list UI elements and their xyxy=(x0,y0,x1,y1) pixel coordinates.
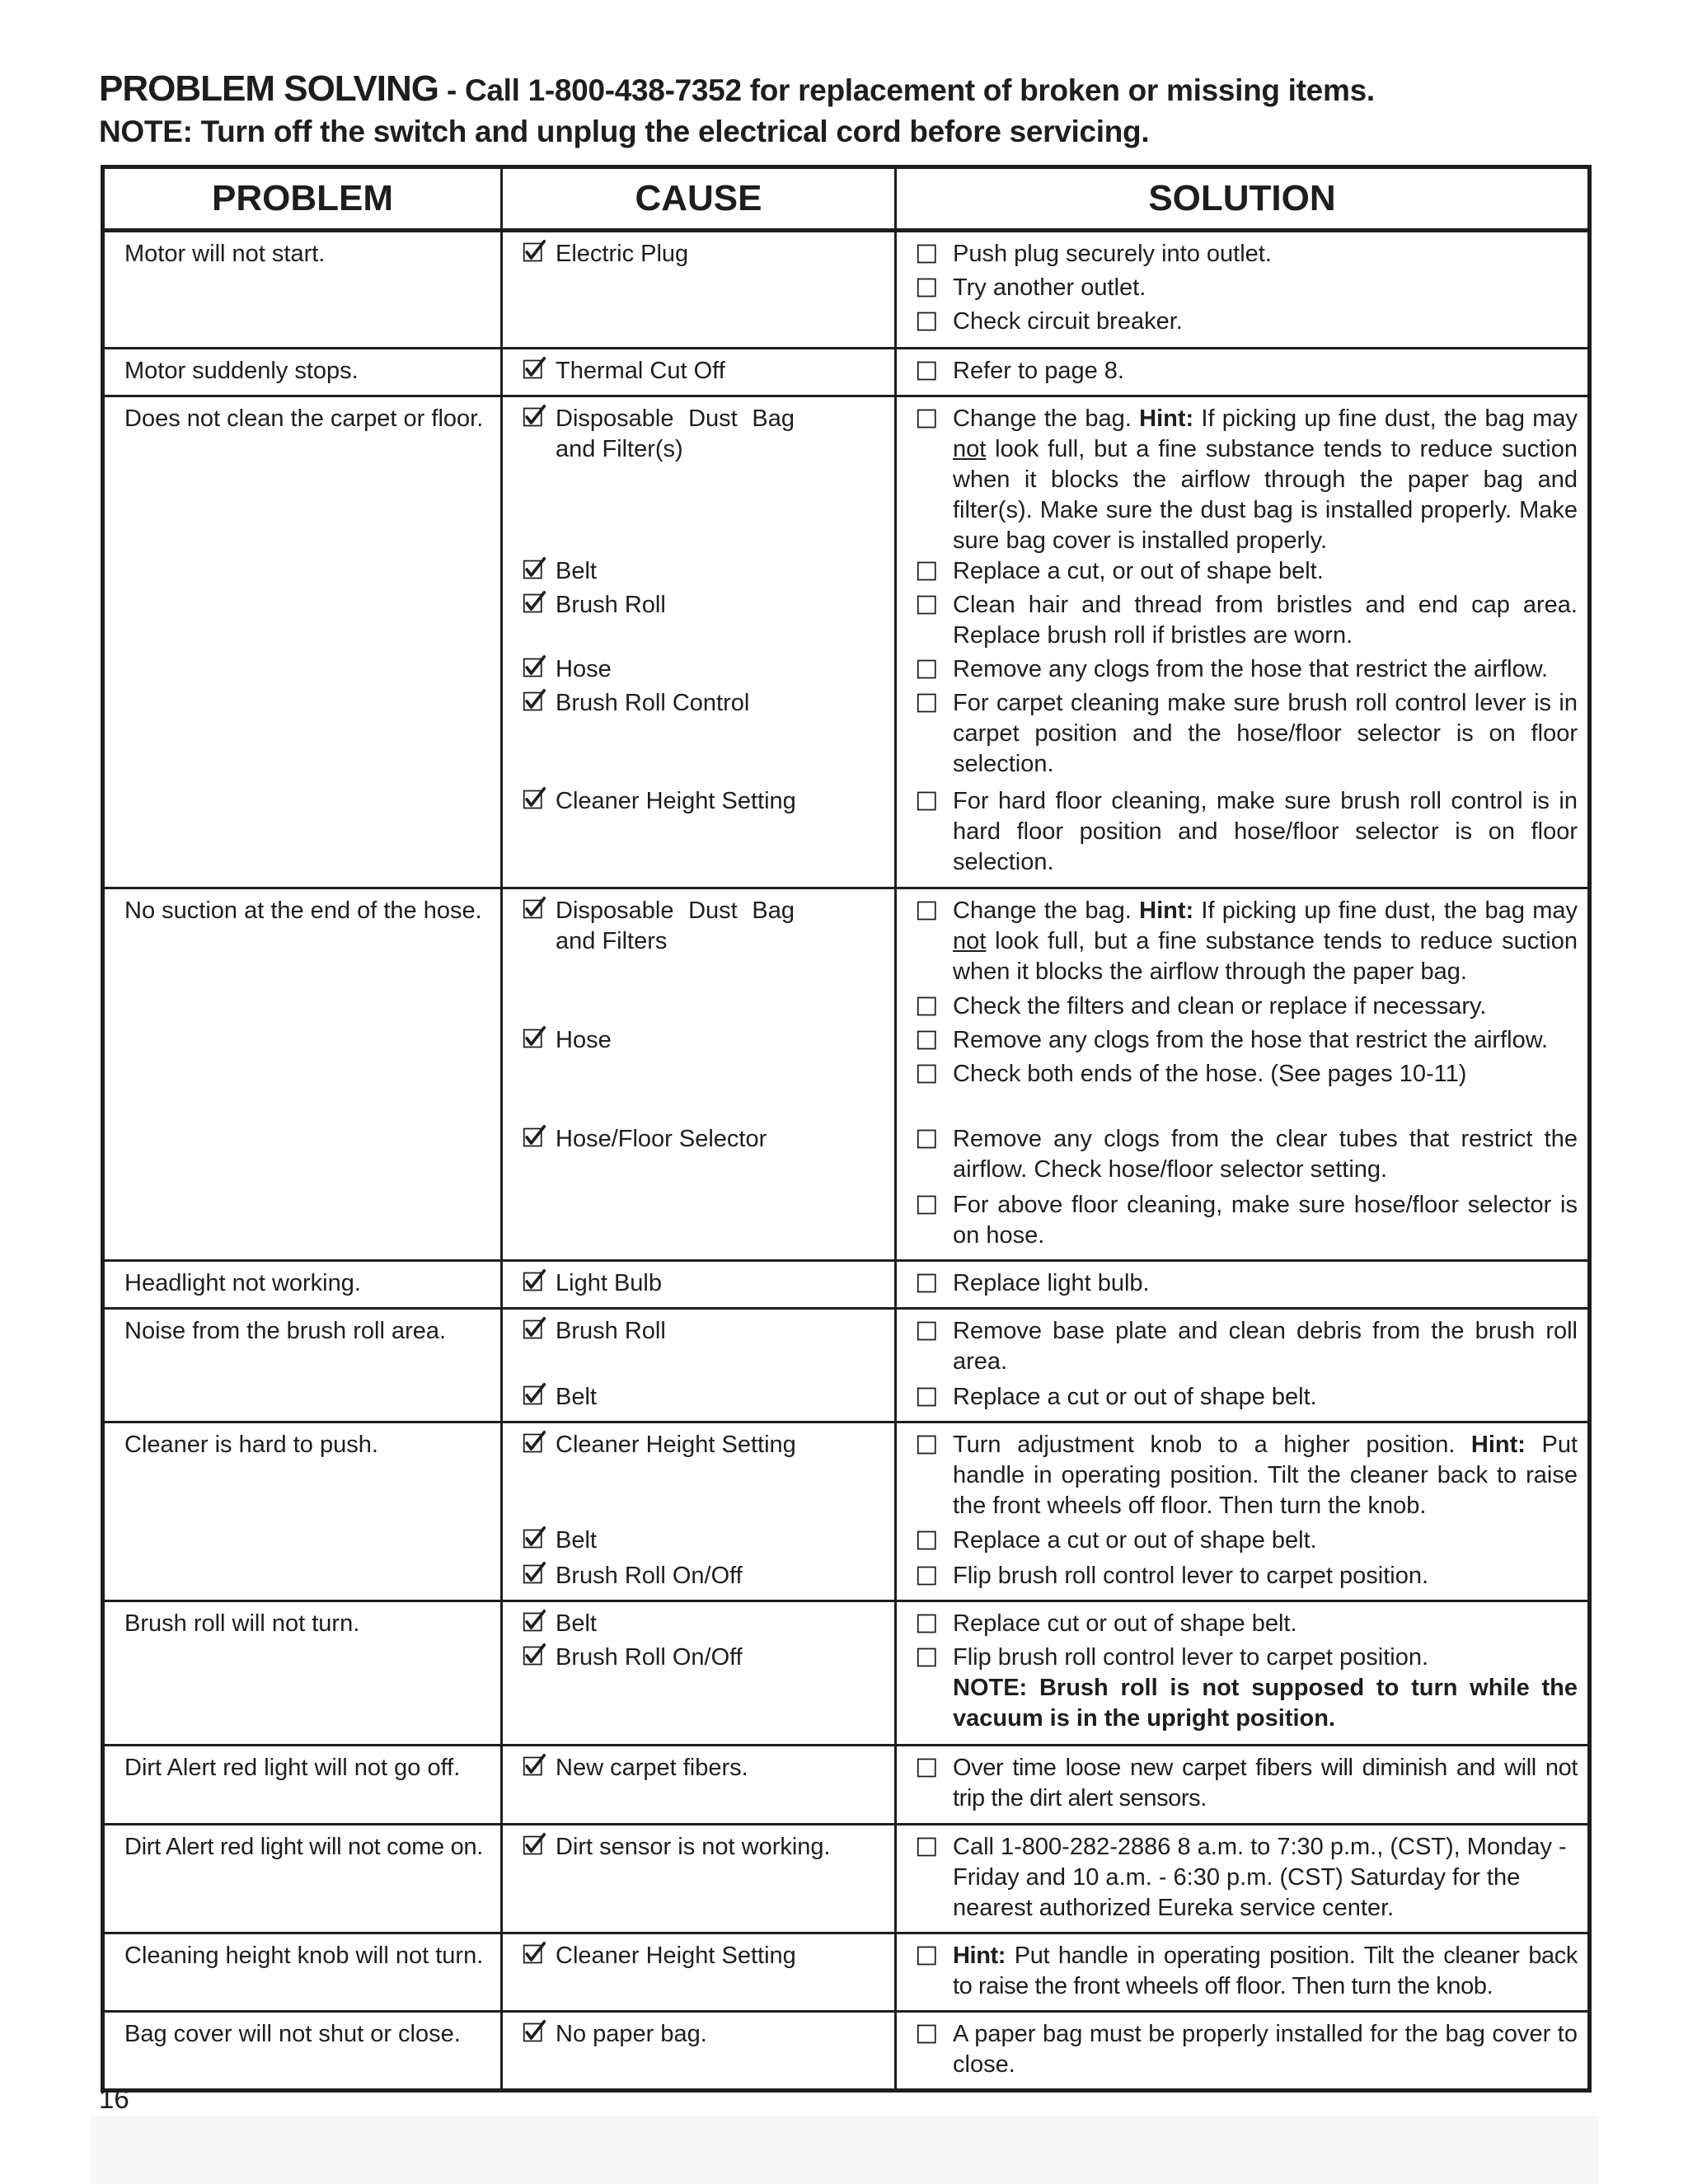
cause-item: Thermal Cut Off xyxy=(523,356,884,387)
checked-box-icon xyxy=(523,1943,546,1966)
cause-cell xyxy=(502,2012,896,2091)
cause-cell xyxy=(502,888,896,1261)
cause-cell xyxy=(502,1309,896,1422)
cause-item: Brush Roll xyxy=(523,590,884,654)
problem-cell: Bag cover will not shut or close. xyxy=(103,2012,502,2091)
solution-cell xyxy=(896,1601,1590,1746)
cause-cell xyxy=(502,231,896,349)
problem-cell: Does not clean the carpet or floor. xyxy=(103,396,502,888)
checkbox-icon[interactable] xyxy=(917,593,940,616)
solution-item: Push plug securely into outlet. xyxy=(917,239,1578,269)
solution-item: Remove any clogs from the clear tubes that restrict the airflow. Check hose/floor selector setting. xyxy=(917,1124,1578,1190)
cause-item: Electric Plug xyxy=(523,239,884,269)
table-row xyxy=(103,1309,1590,1422)
table-header-row xyxy=(103,167,1590,231)
solution-cell xyxy=(896,1422,1590,1601)
problem-cell: Motor suddenly stops. xyxy=(103,349,502,396)
cause-item: Cleaner Height Setting xyxy=(523,1430,884,1526)
cause-cell xyxy=(502,1933,896,2012)
solution-item: Replace a cut or out of shape belt. xyxy=(917,1382,1578,1413)
checked-box-icon xyxy=(523,558,546,581)
cause-cell xyxy=(502,1601,896,1746)
checkbox-icon[interactable] xyxy=(917,1433,940,1456)
problem-cell: Cleaning height knob will not turn. xyxy=(103,1933,502,2012)
cause-cell xyxy=(502,1261,896,1309)
solution-item: Over time loose new carpet fibers will diminish and will not trip the dirt alert sensors. xyxy=(917,1753,1578,1814)
table-row xyxy=(103,1261,1590,1309)
checked-box-icon xyxy=(523,1027,546,1050)
checkbox-icon[interactable] xyxy=(917,407,940,430)
cause-item: Cleaner Height Setting xyxy=(523,786,884,817)
solution-item: Check the filters and clean or replace if necessary. xyxy=(917,991,1578,1025)
service-note: NOTE: Turn off the switch and unplug the electrical cord before servicing. xyxy=(99,115,1150,148)
problem-cell: Dirt Alert red light will not come on. xyxy=(103,1825,502,1933)
problem-solving-table xyxy=(101,165,1592,2093)
solution-item: Flip brush roll control lever to carpet position. xyxy=(917,1561,1578,1591)
table-row xyxy=(103,349,1590,396)
cause-item: Dirt sensor is not working. xyxy=(523,1832,884,1863)
table-row xyxy=(103,1601,1590,1746)
checked-box-icon xyxy=(523,1755,546,1778)
checkbox-icon[interactable] xyxy=(917,1319,940,1343)
solution-cell xyxy=(896,1746,1590,1825)
solution-cell xyxy=(896,888,1590,1261)
checked-box-icon xyxy=(523,1384,546,1407)
solution-item: Turn adjustment knob to a higher position. Hint: Put handle in operating position. Tilt the cleaner back to raise the front wheels off floor. Then turn the knob. xyxy=(917,1430,1578,1526)
cause-item: New carpet fibers. xyxy=(523,1753,884,1783)
cause-item: Belt xyxy=(523,556,884,590)
solution-item: Replace light bulb. xyxy=(917,1268,1578,1299)
problem-cell: No suction at the end of the hose. xyxy=(103,888,502,1261)
solution-item: A paper bag must be properly installed for the bag cover to close. xyxy=(917,2019,1578,2080)
page-footer-band xyxy=(91,2116,1599,2184)
solution-cell xyxy=(896,1309,1590,1422)
solution-cell xyxy=(896,349,1590,396)
solution-item: Flip brush roll control lever to carpet position. NOTE: Brush roll is not supposed to turn while the vacuum is in the upright position. xyxy=(917,1643,1578,1734)
cause-cell xyxy=(502,1422,896,1601)
checkbox-icon[interactable] xyxy=(917,1385,940,1408)
solution-item: Clean hair and thread from bristles and end cap area. Replace brush roll if bristles are worn. xyxy=(917,590,1578,654)
solution-cell xyxy=(896,396,1590,888)
table-row xyxy=(103,1825,1590,1933)
checked-box-icon xyxy=(523,1270,546,1293)
solution-item: Change the bag. Hint: If picking up fine dust, the bag may not look full, but a fine substance tends to reduce suction when it blocks the airflow through the paper bag. xyxy=(917,896,1578,991)
checkbox-icon[interactable] xyxy=(917,1835,940,1858)
cause-item: Brush Roll On/Off xyxy=(523,1643,884,1673)
checkbox-icon[interactable] xyxy=(917,691,940,715)
checkbox-icon[interactable] xyxy=(917,242,940,265)
checked-box-icon xyxy=(523,1126,546,1149)
cause-item: Hose/Floor Selector xyxy=(523,1124,884,1155)
cause-item: Brush Roll On/Off xyxy=(523,1561,884,1591)
solution-item: Try another outlet. xyxy=(917,273,1578,303)
problem-cell: Cleaner is hard to push. xyxy=(103,1422,502,1601)
checked-box-icon xyxy=(523,788,546,811)
solution-item: Replace cut or out of shape belt. xyxy=(917,1609,1578,1643)
column-header-problem: PROBLEM xyxy=(103,167,502,231)
checked-box-icon xyxy=(523,1610,546,1633)
solution-item: Hint: Put handle in operating position. Tilt the cleaner back to raise the front wheels off floor. Then turn the knob. xyxy=(917,1941,1578,2002)
cause-item: Belt xyxy=(523,1526,884,1561)
checked-box-icon xyxy=(523,1563,546,1586)
checked-box-icon xyxy=(523,656,546,679)
checkbox-icon[interactable] xyxy=(917,899,940,922)
checked-box-icon xyxy=(523,1644,546,1667)
table-row xyxy=(103,888,1590,1261)
cause-item: Brush Roll xyxy=(523,1316,884,1382)
checked-box-icon xyxy=(523,1834,546,1857)
cause-item: Cleaner Height Setting xyxy=(523,1941,884,1971)
table-row xyxy=(103,2012,1590,2091)
table-row xyxy=(103,396,1590,888)
solution-item: For above floor cleaning, make sure hose/floor selector is on hose. xyxy=(917,1190,1578,1251)
solution-item: For hard floor cleaning, make sure brush roll control is in hard floor position and hose/floor selector is on floor selection. xyxy=(917,786,1578,878)
solution-item: Remove base plate and clean debris from the brush roll area. xyxy=(917,1316,1578,1382)
solution-item: For carpet cleaning make sure brush roll control lever is in carpet position and the hose/floor selector is on floor selection. xyxy=(917,688,1578,786)
problem-cell: Dirt Alert red light will not go off. xyxy=(103,1746,502,1825)
solution-cell xyxy=(896,1261,1590,1309)
checked-box-icon xyxy=(523,2021,546,2044)
problem-cell: Headlight not working. xyxy=(103,1261,502,1309)
cause-item: Hose xyxy=(523,1025,884,1124)
checked-box-icon xyxy=(523,405,546,429)
checked-box-icon xyxy=(523,1527,546,1550)
cause-item: Brush Roll Control xyxy=(523,688,884,786)
checkbox-icon[interactable] xyxy=(917,1029,940,1052)
checkbox-icon[interactable] xyxy=(917,658,940,681)
solution-item: Refer to page 8. xyxy=(917,356,1578,387)
problem-cell: Noise from the brush roll area. xyxy=(103,1309,502,1422)
cause-item: Disposable Dust Bag and Filter(s) xyxy=(523,404,884,556)
checked-box-icon xyxy=(523,898,546,921)
solution-cell xyxy=(896,2012,1590,2091)
cause-item: Hose xyxy=(523,654,884,688)
checkbox-icon[interactable] xyxy=(917,1193,940,1216)
cause-cell xyxy=(502,349,896,396)
checkbox-icon[interactable] xyxy=(917,560,940,583)
checked-box-icon xyxy=(523,358,546,381)
solution-item: Remove any clogs from the hose that restrict the airflow. xyxy=(917,654,1578,688)
cause-item: Belt xyxy=(523,1609,884,1643)
table-row xyxy=(103,1746,1590,1825)
solution-item: Remove any clogs from the hose that restrict the airflow. xyxy=(917,1025,1578,1059)
cause-item: Belt xyxy=(523,1382,884,1413)
checked-box-icon xyxy=(523,1318,546,1341)
checkbox-icon[interactable] xyxy=(917,1944,940,1967)
solution-cell xyxy=(896,231,1590,349)
cause-item: No paper bag. xyxy=(523,2019,884,2050)
checkbox-icon[interactable] xyxy=(917,1529,940,1552)
page-header xyxy=(99,68,1375,150)
solution-item: Check circuit breaker. xyxy=(917,307,1578,337)
checkbox-icon[interactable] xyxy=(917,2022,940,2046)
cause-cell xyxy=(502,396,896,888)
cause-item: Light Bulb xyxy=(523,1268,884,1299)
checkbox-icon[interactable] xyxy=(917,995,940,1018)
cause-cell xyxy=(502,1746,896,1825)
checked-box-icon xyxy=(523,241,546,264)
checkbox-icon[interactable] xyxy=(917,1127,940,1151)
table-row xyxy=(103,231,1590,349)
solution-item: Call 1-800-282-2886 8 a.m. to 7:30 p.m., (CST), Monday - Friday and 10 a.m. - 6:30 p.m. (CST) Saturday for the nearest authorized Eureka service center. xyxy=(917,1832,1578,1924)
checkbox-icon[interactable] xyxy=(917,1756,940,1779)
checked-box-icon xyxy=(523,592,546,615)
column-header-cause: CAUSE xyxy=(502,167,896,231)
checkbox-icon[interactable] xyxy=(917,1612,940,1635)
solution-item: Replace a cut, or out of shape belt. xyxy=(917,556,1578,590)
checked-box-icon xyxy=(523,690,546,713)
checkbox-icon[interactable] xyxy=(917,1272,940,1295)
checkbox-icon[interactable] xyxy=(917,1062,940,1085)
solution-cell xyxy=(896,1933,1590,2012)
column-header-solution: SOLUTION xyxy=(896,167,1590,231)
checkbox-icon[interactable] xyxy=(917,310,940,333)
problem-cell: Brush roll will not turn. xyxy=(103,1601,502,1746)
problem-cell: Motor will not start. xyxy=(103,231,502,349)
cause-item: Disposable Dust Bag and Filters xyxy=(523,896,884,1025)
solution-item: Change the bag. Hint: If picking up fine dust, the bag may not look full, but a fine substance tends to reduce suction when it blocks the airflow through the paper bag and filter(s). Make sure the dust bag is installed properly. Make sure bag cover is installed properly. xyxy=(917,404,1578,556)
checkbox-icon[interactable] xyxy=(917,276,940,299)
page-title: PROBLEM SOLVING - Call 1-800-438-7352 for replacement of broken or missing items. xyxy=(99,68,1375,109)
checkbox-icon[interactable] xyxy=(917,359,940,382)
table-row xyxy=(103,1422,1590,1601)
solution-item: Replace a cut or out of shape belt. xyxy=(917,1526,1578,1561)
table-row xyxy=(103,1933,1590,2012)
solution-item: Check both ends of the hose. (See pages 10-11) xyxy=(917,1059,1578,1124)
checked-box-icon xyxy=(523,1432,546,1455)
checkbox-icon[interactable] xyxy=(917,790,940,813)
cause-cell xyxy=(502,1825,896,1933)
checkbox-icon[interactable] xyxy=(917,1564,940,1587)
page-number: 16 xyxy=(99,2083,129,2114)
solution-cell xyxy=(896,1825,1590,1933)
checkbox-icon[interactable] xyxy=(917,1646,940,1669)
